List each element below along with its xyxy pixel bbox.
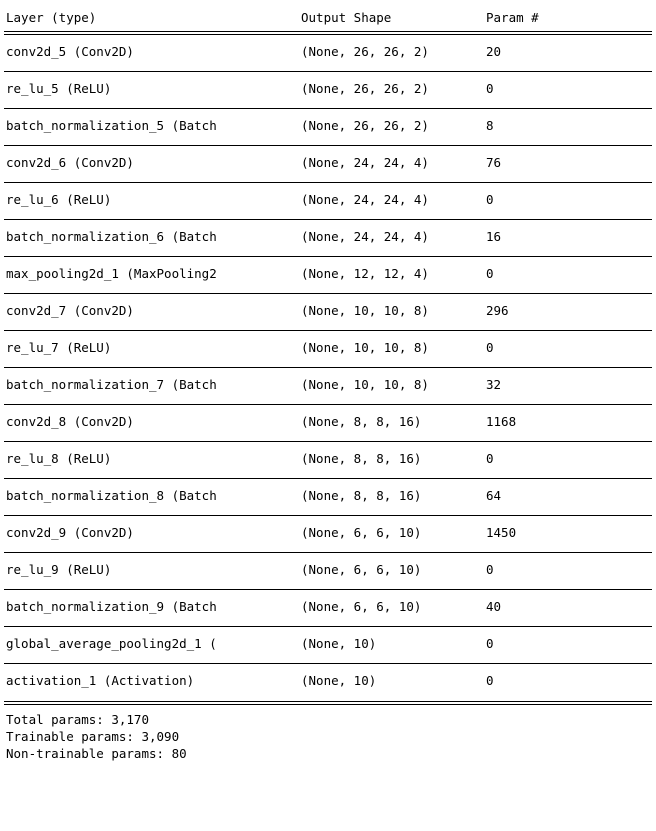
cell-param: 0 <box>486 673 494 688</box>
cell-layer: global_average_pooling2d_1 ( <box>6 636 217 651</box>
cell-output-shape: (None, 24, 24, 4) <box>301 229 429 244</box>
cell-param: 0 <box>486 266 494 281</box>
cell-param: 0 <box>486 636 494 651</box>
cell-layer: batch_normalization_5 (Batch <box>6 118 217 133</box>
table-row <box>0 35 656 71</box>
cell-param: 16 <box>486 229 502 244</box>
cell-output-shape: (None, 6, 6, 10) <box>301 525 422 540</box>
cell-param: 0 <box>486 562 494 577</box>
cell-layer: re_lu_9 (ReLU) <box>6 562 112 577</box>
cell-output-shape: (None, 24, 24, 4) <box>301 155 429 170</box>
cell-layer: batch_normalization_9 (Batch <box>6 599 217 614</box>
cell-output-shape: (None, 26, 26, 2) <box>301 81 429 96</box>
cell-layer: re_lu_6 (ReLU) <box>6 192 112 207</box>
trainable-params: Trainable params: 3,090 <box>6 729 180 744</box>
table-row <box>0 109 656 145</box>
cell-output-shape: (None, 6, 6, 10) <box>301 599 422 614</box>
total-params: Total params: 3,170 <box>6 712 149 727</box>
column-header-param: Param # <box>486 10 539 25</box>
cell-output-shape: (None, 24, 24, 4) <box>301 192 429 207</box>
cell-layer: conv2d_8 (Conv2D) <box>6 414 134 429</box>
cell-param: 1168 <box>486 414 517 429</box>
cell-param: 64 <box>486 488 502 503</box>
cell-layer: batch_normalization_6 (Batch <box>6 229 217 244</box>
cell-output-shape: (None, 10) <box>301 673 377 688</box>
cell-output-shape: (None, 12, 12, 4) <box>301 266 429 281</box>
summary-totals <box>0 705 656 762</box>
cell-layer: batch_normalization_8 (Batch <box>6 488 217 503</box>
non-trainable-params: Non-trainable params: 80 <box>6 746 187 761</box>
cell-output-shape: (None, 26, 26, 2) <box>301 44 429 59</box>
cell-param: 0 <box>486 340 494 355</box>
summary-header-row <box>0 8 656 30</box>
cell-layer: re_lu_8 (ReLU) <box>6 451 112 466</box>
cell-param: 20 <box>486 44 502 59</box>
cell-param: 32 <box>486 377 502 392</box>
cell-param: 40 <box>486 599 502 614</box>
table-row <box>0 294 656 330</box>
cell-param: 0 <box>486 192 494 207</box>
cell-output-shape: (None, 6, 6, 10) <box>301 562 422 577</box>
cell-layer: max_pooling2d_1 (MaxPooling2 <box>6 266 217 281</box>
cell-layer: conv2d_6 (Conv2D) <box>6 155 134 170</box>
cell-output-shape: (None, 10, 10, 8) <box>301 377 429 392</box>
table-row <box>0 331 656 367</box>
cell-output-shape: (None, 10) <box>301 636 377 651</box>
table-row <box>0 72 656 108</box>
cell-layer: batch_normalization_7 (Batch <box>6 377 217 392</box>
table-row <box>0 442 656 478</box>
cell-param: 0 <box>486 81 494 96</box>
cell-param: 1450 <box>486 525 517 540</box>
cell-param: 0 <box>486 451 494 466</box>
cell-output-shape: (None, 26, 26, 2) <box>301 118 429 133</box>
cell-layer: conv2d_5 (Conv2D) <box>6 44 134 59</box>
cell-param: 8 <box>486 118 494 133</box>
table-row <box>0 516 656 552</box>
cell-output-shape: (None, 8, 8, 16) <box>301 451 422 466</box>
table-row <box>0 553 656 589</box>
table-row <box>0 257 656 293</box>
cell-output-shape: (None, 8, 8, 16) <box>301 414 422 429</box>
cell-layer: conv2d_9 (Conv2D) <box>6 525 134 540</box>
summary-rows <box>0 35 656 700</box>
table-row <box>0 183 656 219</box>
table-row <box>0 368 656 404</box>
cell-layer: conv2d_7 (Conv2D) <box>6 303 134 318</box>
cell-layer: activation_1 (Activation) <box>6 673 195 688</box>
cell-param: 76 <box>486 155 502 170</box>
cell-layer: re_lu_5 (ReLU) <box>6 81 112 96</box>
column-header-layer: Layer (type) <box>6 10 97 25</box>
cell-output-shape: (None, 10, 10, 8) <box>301 340 429 355</box>
cell-output-shape: (None, 8, 8, 16) <box>301 488 422 503</box>
table-row <box>0 146 656 182</box>
cell-param: 296 <box>486 303 509 318</box>
cell-layer: re_lu_7 (ReLU) <box>6 340 112 355</box>
cell-output-shape: (None, 10, 10, 8) <box>301 303 429 318</box>
column-header-output-shape: Output Shape <box>301 10 392 25</box>
table-row <box>0 405 656 441</box>
table-row <box>0 627 656 663</box>
table-row <box>0 664 656 700</box>
table-row <box>0 220 656 256</box>
table-row <box>0 479 656 515</box>
table-row <box>0 590 656 626</box>
